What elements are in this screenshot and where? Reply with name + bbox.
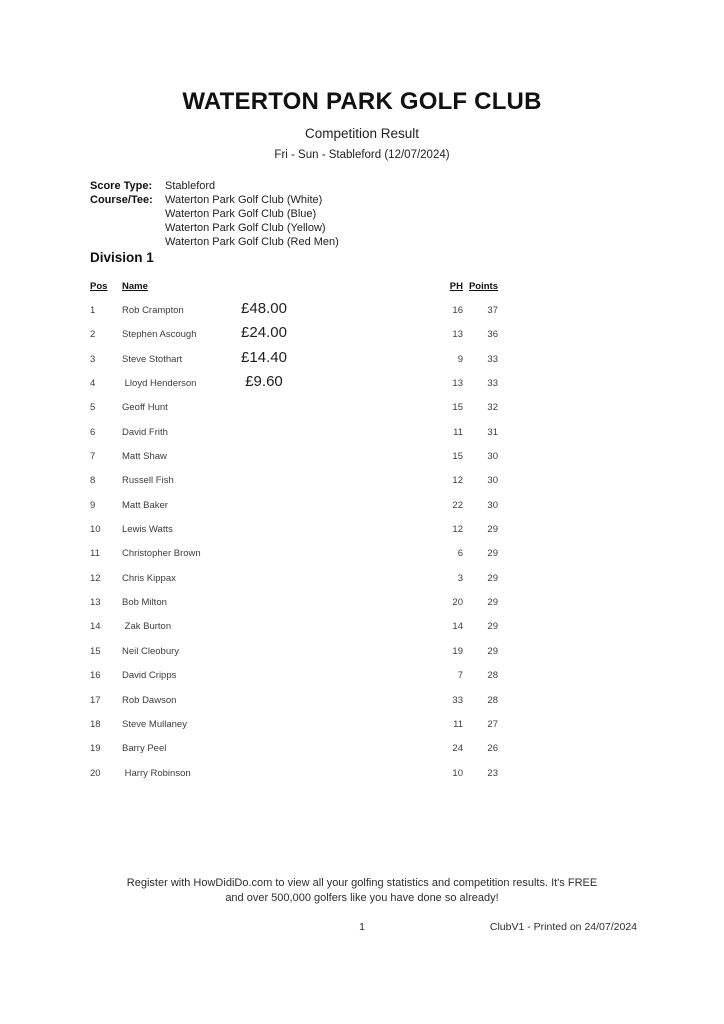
cell-pos: 7 [90, 451, 96, 463]
cell-name: Zak Burton [122, 621, 172, 633]
cell-name: Matt Baker [122, 499, 168, 511]
table-row [90, 370, 498, 394]
cell-points: 28 [487, 694, 498, 706]
cell-pos: 19 [90, 743, 101, 755]
cell-ph: 22 [452, 499, 463, 511]
cell-points: 29 [487, 597, 498, 609]
cell-pos: 10 [90, 524, 101, 536]
cell-ph: 10 [452, 767, 463, 779]
score-type-value: Stableford [165, 180, 216, 192]
table-row [90, 589, 498, 613]
cell-ph: 11 [453, 718, 463, 730]
table-row [90, 687, 498, 711]
cell-name: Lewis Watts [122, 524, 173, 536]
meta-block [90, 179, 339, 249]
header-name: Name [122, 281, 148, 292]
cell-points: 26 [487, 743, 498, 755]
header-pos: Pos [90, 281, 108, 292]
cell-pos: 3 [90, 353, 96, 365]
cell-ph: 9 [457, 353, 463, 365]
cell-points: 33 [487, 378, 498, 390]
cell-points: 27 [487, 718, 498, 730]
course-tee-line [90, 207, 339, 221]
cell-pos: 5 [90, 402, 96, 414]
cell-points: 30 [487, 451, 498, 463]
course-name: Waterton Park Golf Club (Yellow) [165, 222, 326, 234]
cell-pos: 1 [90, 305, 96, 316]
cell-points: 29 [487, 548, 498, 560]
table-header-row [90, 272, 498, 297]
table-row [90, 419, 498, 443]
cell-ph: 15 [452, 402, 463, 414]
table-row [90, 394, 498, 418]
cell-points: 31 [487, 426, 498, 438]
cell-ph: 33 [452, 694, 463, 706]
cell-ph: 12 [452, 475, 463, 487]
cell-name: Neil Cleobury [122, 645, 180, 657]
cell-points: 29 [487, 645, 498, 657]
course-name: Waterton Park Golf Club (Red Men) [165, 236, 339, 248]
cell-pos: 12 [90, 572, 101, 584]
cell-ph: 16 [452, 305, 463, 316]
cell-name: David Frith [122, 426, 168, 438]
table-row [90, 613, 498, 637]
cell-pos: 17 [90, 694, 101, 706]
competition-subtitle: Competition Result [304, 126, 420, 141]
cell-points: 29 [487, 572, 498, 584]
table-row [90, 662, 498, 686]
course-name: Waterton Park Golf Club (Blue) [165, 208, 317, 220]
cell-name: Harry Robinson [122, 767, 191, 779]
course-name: Waterton Park Golf Club (White) [165, 194, 323, 206]
cell-name: Bob Milton [122, 597, 167, 609]
cell-pos: 11 [90, 548, 100, 560]
cell-pos: 20 [90, 767, 101, 779]
cell-points: 28 [487, 670, 498, 682]
header-ph: PH [449, 281, 463, 292]
cell-ph: 20 [452, 597, 463, 609]
cell-name: Lloyd Henderson [122, 378, 197, 390]
cell-ph: 7 [457, 670, 463, 682]
cell-name: Rob Crampton [122, 305, 184, 316]
cell-pos: 14 [90, 621, 101, 633]
table-row [90, 760, 498, 784]
course-tee-label: Course/Tee: [90, 194, 153, 206]
table-row [90, 467, 498, 491]
cell-pos: 16 [90, 670, 101, 682]
cell-points: 37 [487, 305, 498, 316]
table-row [90, 540, 498, 564]
competition-date-line: Fri - Sun - Stableford (12/07/2024) [274, 149, 450, 161]
cell-points: 33 [487, 353, 498, 365]
cell-points: 29 [487, 621, 498, 633]
table-row [90, 638, 498, 662]
cell-points: 30 [487, 499, 498, 511]
cell-name: Geoff Hunt [122, 402, 168, 414]
cell-ph: 11 [453, 426, 463, 438]
cell-pos: 13 [90, 597, 101, 609]
cell-prize: £14.40 [241, 348, 287, 366]
cell-pos: 2 [90, 329, 96, 341]
cell-prize: £48.00 [241, 300, 287, 317]
table-row [90, 711, 498, 735]
register-note-line2: and over 500,000 golfers like you have done so already! [225, 891, 499, 904]
register-note [0, 876, 724, 905]
cell-pos: 8 [90, 475, 96, 487]
table-row [90, 321, 498, 345]
table-row [90, 346, 498, 370]
cell-ph: 19 [452, 645, 463, 657]
course-tee-line [90, 221, 339, 235]
cell-ph: 3 [457, 572, 463, 584]
table-row [90, 297, 498, 321]
cell-points: 36 [487, 329, 498, 341]
course-tee-line [90, 193, 339, 207]
cell-name: Russell Fish [122, 475, 174, 487]
header [0, 88, 724, 161]
course-tee-line [90, 235, 339, 249]
cell-points: 23 [487, 767, 498, 779]
cell-name: Chris Kippax [122, 572, 176, 584]
club-title: WATERTON PARK GOLF CLUB [182, 88, 542, 115]
cell-pos: 9 [90, 499, 96, 511]
cell-pos: 15 [90, 645, 101, 657]
cell-ph: 13 [452, 329, 463, 341]
cell-name: Steve Stothart [122, 353, 183, 365]
cell-name: Barry Peel [122, 743, 167, 755]
cell-ph: 24 [452, 743, 463, 755]
page-number: 1 [359, 921, 365, 933]
cell-name: Matt Shaw [122, 451, 167, 463]
cell-name: Christopher Brown [122, 548, 201, 560]
table-row [90, 735, 498, 759]
cell-ph: 12 [452, 524, 463, 536]
score-type-label: Score Type: [90, 180, 153, 192]
cell-name: Rob Dawson [122, 694, 177, 706]
page-footer [0, 921, 724, 935]
cell-pos: 6 [90, 426, 96, 438]
cell-prize: £9.60 [245, 373, 283, 391]
cell-ph: 6 [457, 548, 463, 560]
results-rows [90, 297, 498, 784]
printed-line: ClubV1 - Printed on 24/07/2024 [489, 921, 637, 933]
cell-points: 32 [487, 402, 498, 414]
cell-points: 29 [487, 524, 498, 536]
cell-pos: 18 [90, 718, 101, 730]
score-type-line [90, 179, 339, 193]
cell-pos: 4 [90, 378, 96, 390]
cell-prize: £24.00 [241, 324, 287, 342]
cell-ph: 13 [452, 378, 463, 390]
register-note-line1: Register with HowDidiDo.com to view all your golfing statistics and competition results. It's FREE [126, 877, 598, 889]
table-row [90, 492, 498, 516]
table-row [90, 443, 498, 467]
results-table [90, 272, 498, 784]
cell-name: Stephen Ascough [122, 329, 197, 341]
cell-ph: 14 [452, 621, 463, 633]
cell-points: 30 [487, 475, 498, 487]
header-points: Points [468, 281, 498, 292]
cell-ph: 15 [452, 451, 463, 463]
table-row [90, 516, 498, 540]
cell-name: David Cripps [122, 670, 177, 682]
cell-name: Steve Mullaney [122, 718, 187, 730]
division-title: Division 1 [90, 250, 154, 265]
table-row [90, 565, 498, 589]
